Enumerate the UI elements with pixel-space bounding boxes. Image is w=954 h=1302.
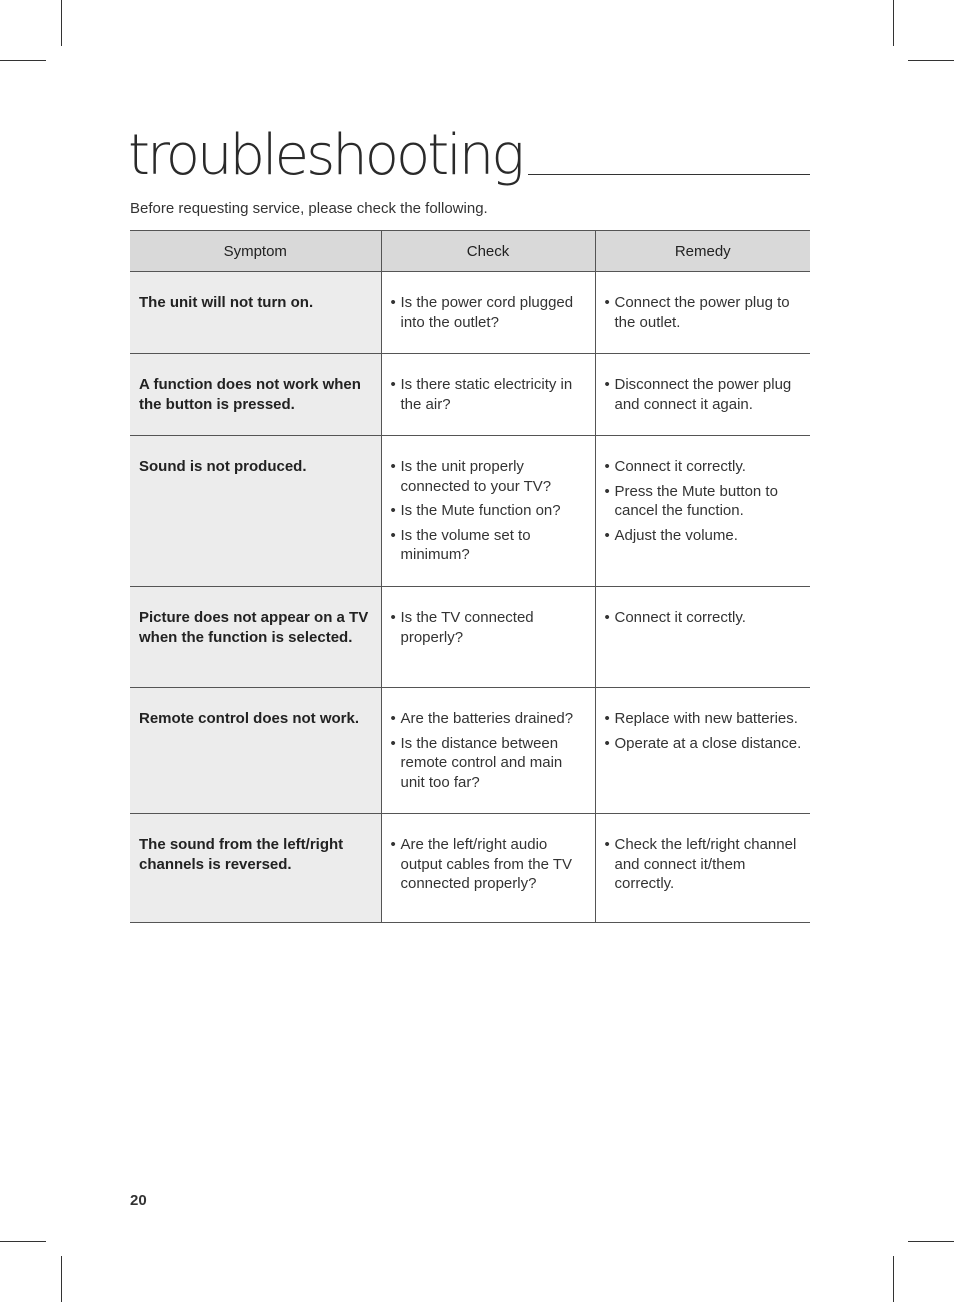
check-item: • Is the distance between remote control and main unit too far? <box>391 734 587 793</box>
remedy-cell <box>595 272 810 354</box>
check-cell <box>381 587 595 688</box>
check-item: • Are the left/right audio output cables from the TV connected properly? <box>391 835 587 894</box>
table-row <box>130 688 810 814</box>
table-row <box>130 272 810 354</box>
remedy-item: • Check the left/right channel and connect it/them correctly. <box>605 835 803 894</box>
crop-mark-top-right-h <box>908 60 954 61</box>
table-header-row <box>130 231 810 272</box>
remedy-cell <box>595 814 810 923</box>
table-row <box>130 814 810 923</box>
remedy-item: • Press the Mute button to cancel the function. <box>605 482 803 521</box>
table-body <box>130 272 810 923</box>
check-item: • Is there static electricity in the air? <box>391 375 587 414</box>
remedy-cell <box>595 354 810 436</box>
symptom-cell: The unit will not turn on. <box>130 272 381 354</box>
crop-mark-top-left-v <box>61 0 62 46</box>
check-cell <box>381 688 595 814</box>
troubleshooting-table <box>130 230 810 923</box>
crop-mark-top-left-h <box>0 60 46 61</box>
symptom-cell: A function does not work when the button is pressed. <box>130 354 381 436</box>
symptom-cell: Picture does not appear on a TV when the function is selected. <box>130 587 381 688</box>
title-rule <box>128 120 810 188</box>
header-remedy: Remedy <box>595 231 810 272</box>
remedy-cell <box>595 436 810 587</box>
remedy-cell <box>595 587 810 688</box>
crop-mark-bottom-right-v <box>893 1256 894 1302</box>
table-row <box>130 436 810 587</box>
check-cell <box>381 272 595 354</box>
check-item: • Is the TV connected properly? <box>391 608 587 647</box>
intro-text: Before requesting service, please check the following. <box>130 200 488 217</box>
page-title: troubleshooting <box>128 128 528 184</box>
remedy-item: • Connect it correctly. <box>605 608 803 628</box>
remedy-item: • Disconnect the power plug and connect it again. <box>605 375 803 414</box>
check-item: • Is the Mute function on? <box>391 501 587 521</box>
check-item: • Is the unit properly connected to your TV? <box>391 457 587 496</box>
check-item: • Is the volume set to minimum? <box>391 526 587 565</box>
crop-mark-top-right-v <box>893 0 894 46</box>
table-row <box>130 354 810 436</box>
remedy-item: • Connect the power plug to the outlet. <box>605 293 803 332</box>
remedy-item: • Operate at a close distance. <box>605 734 803 754</box>
crop-mark-bottom-left-h <box>0 1241 46 1242</box>
symptom-cell: Remote control does not work. <box>130 688 381 814</box>
remedy-item: • Adjust the volume. <box>605 526 803 546</box>
remedy-cell <box>595 688 810 814</box>
table-row <box>130 587 810 688</box>
check-cell <box>381 436 595 587</box>
crop-mark-bottom-left-v <box>61 1256 62 1302</box>
symptom-cell: The sound from the left/right channels is reversed. <box>130 814 381 923</box>
symptom-cell: Sound is not produced. <box>130 436 381 587</box>
check-cell <box>381 814 595 923</box>
check-item: • Is the power cord plugged into the outlet? <box>391 293 587 332</box>
remedy-item: • Replace with new batteries. <box>605 709 803 729</box>
header-check: Check <box>381 231 595 272</box>
check-item: • Are the batteries drained? <box>391 709 587 729</box>
check-cell <box>381 354 595 436</box>
page-number: 20 <box>130 1192 147 1209</box>
header-symptom: Symptom <box>130 231 381 272</box>
remedy-item: • Connect it correctly. <box>605 457 803 477</box>
crop-mark-bottom-right-h <box>908 1241 954 1242</box>
